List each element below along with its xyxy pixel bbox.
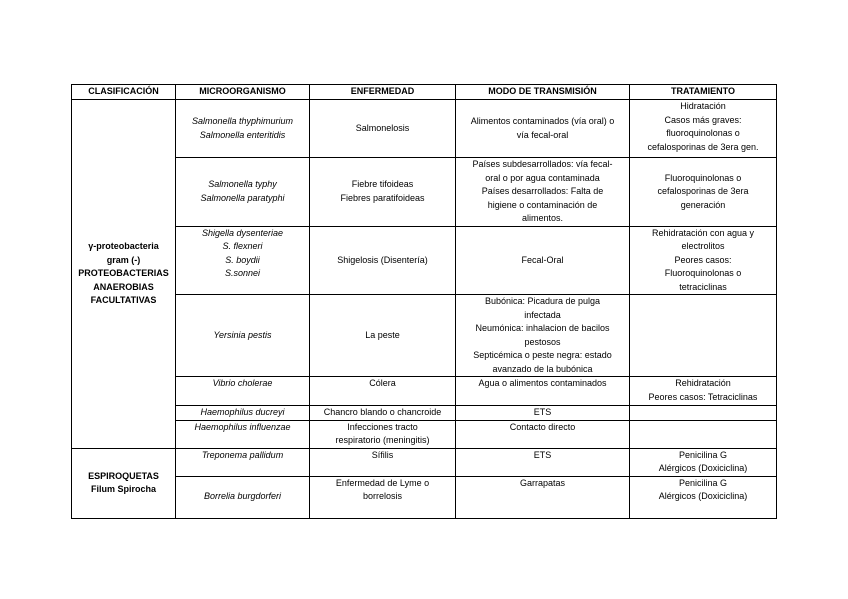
transmission-line: alimentos. — [521, 213, 564, 223]
disease-cell — [310, 377, 456, 406]
treatment-line: electrolitos — [681, 241, 725, 251]
microorganism-cell — [176, 295, 310, 377]
disease-name: Chancro blando o chancroide — [323, 407, 442, 417]
classification-cell-proteobacteria — [72, 100, 176, 449]
transmission-line: infectada — [524, 309, 561, 320]
microorganism-name: Vibrio cholerae — [212, 378, 273, 388]
microorganism-name: Salmonella typhy — [208, 179, 277, 190]
treatment-cell — [630, 406, 777, 421]
transmission-line: Neumónica: inhalacion de bacilos — [475, 323, 610, 333]
disease-cell — [310, 226, 456, 295]
transmission-cell — [456, 476, 630, 518]
transmission-line: Contacto directo — [509, 421, 576, 432]
treatment-line: Rehidratación con agua y — [651, 227, 755, 238]
transmission-line: ETS — [533, 449, 552, 460]
transmission-line: Septicémica o peste negra: estado — [473, 350, 612, 360]
microorganism-cell — [176, 158, 310, 227]
table-row — [72, 295, 777, 377]
disease-cell — [310, 158, 456, 227]
microorganism-name: Salmonella enteritidis — [199, 129, 286, 140]
header-classification: CLASIFICACIÓN — [72, 85, 176, 100]
table-row — [72, 406, 777, 421]
header-disease: ENFERMEDAD — [310, 85, 456, 100]
microorganism-table — [71, 84, 777, 519]
microorganism-cell — [176, 406, 310, 421]
disease-name: Enfermedad de Lyme o — [335, 477, 430, 488]
transmission-cell — [456, 100, 630, 158]
transmission-line: Países desarrollados: Falta de — [481, 186, 604, 196]
disease-cell — [310, 420, 456, 448]
transmission-line: pestosos — [524, 336, 561, 347]
microorganism-name: Yersinia pestis — [213, 329, 272, 340]
treatment-line: cefalosporinas de 3era gen. — [647, 141, 759, 152]
treatment-line: cefalosporinas de 3era — [657, 186, 749, 196]
table-row — [72, 226, 777, 295]
microorganism-cell — [176, 226, 310, 295]
microorganism-name: Shigella dysenteriae — [201, 227, 284, 238]
microorganism-name: S. boydii — [225, 254, 260, 265]
disease-cell — [310, 406, 456, 421]
table-row — [72, 377, 777, 406]
transmission-line: avanzado de la bubónica — [492, 363, 593, 374]
classification-line: gram (-) — [106, 254, 141, 265]
classification-line: ESPIROQUETAS — [88, 470, 159, 481]
microorganism-name: Treponema pallidum — [201, 449, 284, 460]
treatment-line: generación — [680, 199, 726, 210]
transmission-line: vía fecal-oral — [516, 129, 569, 140]
disease-cell — [310, 476, 456, 518]
classification-line: PROTEOBACTERIAS — [78, 268, 169, 278]
transmission-cell — [456, 377, 630, 406]
treatment-line: Rehidratación — [675, 378, 731, 388]
disease-name: respiratorio (meningitis) — [335, 435, 430, 445]
disease-cell — [310, 295, 456, 377]
classification-cell-espiroquetas — [72, 448, 176, 518]
microorganism-cell — [176, 476, 310, 518]
transmission-cell — [456, 295, 630, 377]
transmission-line: oral o por agua contaminada — [485, 172, 600, 183]
classification-line: ANAEROBIAS — [93, 281, 154, 292]
microorganism-name: S.sonnei — [224, 268, 261, 278]
transmission-line: Bubónica: Picadura de pulga — [484, 296, 601, 306]
disease-name: Fiebres paratifoideas — [340, 192, 425, 203]
treatment-line: Peores casos: — [674, 254, 732, 265]
microorganism-cell — [176, 100, 310, 158]
treatment-cell — [630, 158, 777, 227]
header-microorganism: MICROORGANISMO — [176, 85, 310, 100]
microorganism-name: Haemophilus influenzae — [194, 421, 291, 432]
microorganism-name: Borrelia burgdorferi — [203, 491, 282, 502]
treatment-line: Penicilina G — [678, 449, 728, 460]
disease-name: La peste — [365, 329, 400, 340]
transmission-cell — [456, 406, 630, 421]
transmission-cell — [456, 226, 630, 295]
transmission-line: Garrapatas — [519, 477, 566, 488]
treatment-line: Peores casos: Tetraciclinas — [648, 391, 758, 402]
treatment-cell — [630, 226, 777, 295]
treatment-line: Alérgicos (Doxiciclina) — [658, 463, 748, 473]
disease-cell — [310, 100, 456, 158]
microorganism-cell — [176, 377, 310, 406]
treatment-cell — [630, 100, 777, 158]
table-row — [72, 158, 777, 227]
treatment-line: fluoroquinolonas o — [666, 128, 740, 138]
transmission-cell — [456, 420, 630, 448]
disease-name: borrelosis — [362, 491, 402, 501]
transmission-cell — [456, 448, 630, 476]
treatment-line: Fluoroquinolonas o — [664, 268, 742, 278]
treatment-cell — [630, 420, 777, 448]
microorganism-name: Salmonella thyphimurium — [191, 116, 294, 126]
transmission-cell — [456, 158, 630, 227]
classification-line: FACULTATIVAS — [90, 295, 157, 305]
microorganism-name: S. flexneri — [222, 241, 263, 251]
transmission-line: ETS — [533, 407, 552, 417]
disease-name: Shigelosis (Disentería) — [337, 254, 428, 265]
treatment-cell — [630, 295, 777, 377]
header-row — [72, 85, 777, 100]
treatment-line: Casos más graves: — [664, 114, 742, 125]
transmission-line: Fecal-Oral — [521, 254, 564, 265]
treatment-line: tetraciclinas — [679, 281, 727, 292]
disease-name: Infecciones tracto — [347, 421, 418, 432]
transmission-line: higiene o contaminación de — [487, 199, 598, 210]
microorganism-name: Haemophilus ducreyi — [200, 407, 285, 417]
disease-name: Sífilis — [371, 449, 394, 460]
treatment-line: Penicilina G — [678, 477, 728, 488]
classification-line: Filum Spirocha — [90, 484, 156, 494]
treatment-line: Fluoroquinolonas o — [664, 172, 742, 183]
disease-name: Cólera — [369, 378, 396, 388]
treatment-line: Hidratación — [680, 101, 726, 111]
table-row — [72, 100, 777, 158]
treatment-line: Alérgicos (Doxiciclina) — [658, 491, 748, 501]
transmission-line: Agua o alimentos contaminados — [478, 378, 607, 388]
microorganism-name: Salmonella paratyphi — [200, 192, 285, 203]
treatment-cell — [630, 448, 777, 476]
transmission-line: Países subdesarrollados: vía fecal- — [472, 159, 613, 169]
classification-line: γ-proteobacteria — [88, 241, 159, 251]
disease-cell — [310, 448, 456, 476]
table-row — [72, 420, 777, 448]
table-row — [72, 448, 777, 476]
microorganism-cell — [176, 420, 310, 448]
header-treatment: TRATAMIENTO — [630, 85, 777, 100]
treatment-cell — [630, 377, 777, 406]
transmission-line: Alimentos contaminados (vía oral) o — [470, 116, 615, 126]
header-transmission: MODO DE TRANSMISIÓN — [456, 85, 630, 100]
disease-name: Fiebre tifoideas — [351, 179, 414, 190]
table-row — [72, 476, 777, 518]
microorganism-cell — [176, 448, 310, 476]
disease-name: Salmonelosis — [355, 122, 410, 133]
treatment-cell — [630, 476, 777, 518]
